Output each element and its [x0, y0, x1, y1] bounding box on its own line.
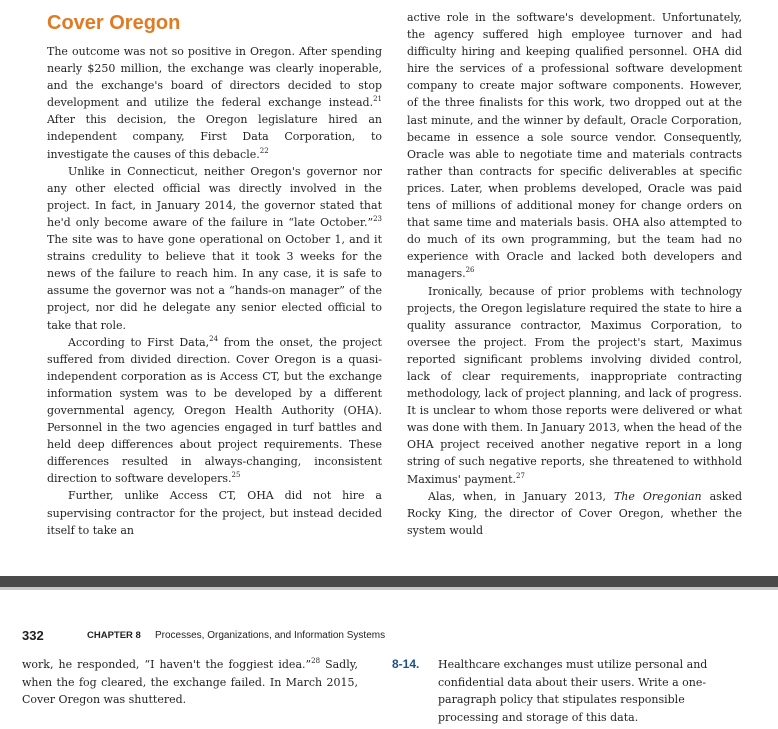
exercise-text: Healthcare exchanges must utilize personal and confidential data about their users. Write a one-paragraph policy that stipulates responsible processing and storage of this data. [438, 658, 708, 724]
page-divider-shadow [0, 587, 778, 590]
paragraph: active role in the software's development. Unfortunately, the agency suffered high employee turnover and had difficulty hiring and keeping qualified personnel. OHA did hire the services of a professional software development company to create major software components. However, of the three finalists for this work, two dropped out at the last minute, and the winner by default, Oracle Corporation, became in essence a sole source vendor. Consequently, Oracle was able to negotiate time and materials contracts rather than contracts for specific deliverables at specific prices. Later, when problems developed, Oracle was paid tens of millions of additional money for change orders on that same time and materials basis. OHA also attempted to do much of its own programming, but the team had no experience with Oracle and lacked both developers and managers.$^{26}$ [407, 11, 742, 281]
left-column [47, 43, 382, 539]
paragraph: According to First Data,$^{24}$ from the onset, the project suffered from divided direction. Cover Oregon is a quasi-independent corporation as is Access CT, but the exchange information system was to be developed by a different governmental agency, Oregon Health Authority (OHA). Personnel in the two agencies engaged in turf battles and held deep differences about project requirements. These differences resulted in always-changing, inconsistent direction to software developers.$^{25}$ [47, 334, 382, 486]
footnote-ref: 22 [259, 146, 269, 155]
footnote-ref: 26 [465, 266, 475, 275]
paragraph: work, he responded, “I haven't the foggiest idea.”$^{28}$ Sadly, when the fog cleared, the exchange failed. In March 2015, Cover Oregon was shuttered. [22, 657, 358, 706]
paragraph: Ironically, because of prior problems with technology projects, the Oregon legislature required the state to hire a quality assurance contractor, Maximus Corporation, to oversee the project. From the project's start, Maximus reported significant problems involving divided control, lack of clear requirements, inappropriate contracting methodology, lack of project planning, and lack of progress. It is unclear to whom those reports were delivered or what was done with them. In January 2013, when the head of the OHA project received another negative report in a long string of such negative reports, she threatened to withhold Maximus' payment.$^{27}$ [407, 284, 742, 486]
footnote-ref: 24 [209, 334, 219, 343]
footnote-ref: 23 [373, 214, 382, 223]
chapter-label: CHAPTER 8 [87, 630, 141, 641]
page-number: 332 [22, 628, 44, 643]
publication-title: The Oregonian [613, 489, 702, 503]
paragraph: Alas, when, in January 2013, The Oregonian asked Rocky King, the director of Cover Oregon, whether the system would [407, 489, 743, 537]
exercise-number: 8-14. [392, 657, 420, 671]
footnote-ref: 28 [311, 657, 321, 665]
right-column [407, 9, 742, 539]
paragraph: Unlike in Connecticut, neither Oregon's governor nor any other elected official was directly involved in the project. In fact, in January 2014, the governor stated that he'd only become aware of the failure in “late October.”$^{23}$ The site was to have gone operational on October 1, and it strains credulity to believe that it took 3 weeks for the news of the failure to reach him. In any case, it is safe to assume the governor was not a “hands-on manager” of the project, nor did he delegate any senior elected official to take that role. [47, 164, 382, 332]
continuation-column [22, 656, 358, 709]
footnote-ref: 27 [515, 471, 525, 480]
paragraph: Further, unlike Access CT, OHA did not hire a supervising contractor for the project, but instead decided itself to take an [47, 489, 382, 537]
footnote-ref: 21 [373, 95, 382, 104]
page-divider [0, 576, 778, 587]
chapter-title: Processes, Organizations, and Information Systems [155, 630, 386, 641]
paragraph: The outcome was not so positive in Oregon. After spending nearly $250 million, the exchange was clearly inoperable, and the exchange's board of directors decided to stop development and utilize the federal exchange instead.$^{21}$ After this decision, the Oregon legislature hired an independent company, First Data Corporation, to investigate the causes of this debacle.$^{22}$ [47, 45, 382, 161]
section-heading: Cover Oregon [47, 12, 181, 34]
footnote-ref: 25 [231, 471, 241, 480]
